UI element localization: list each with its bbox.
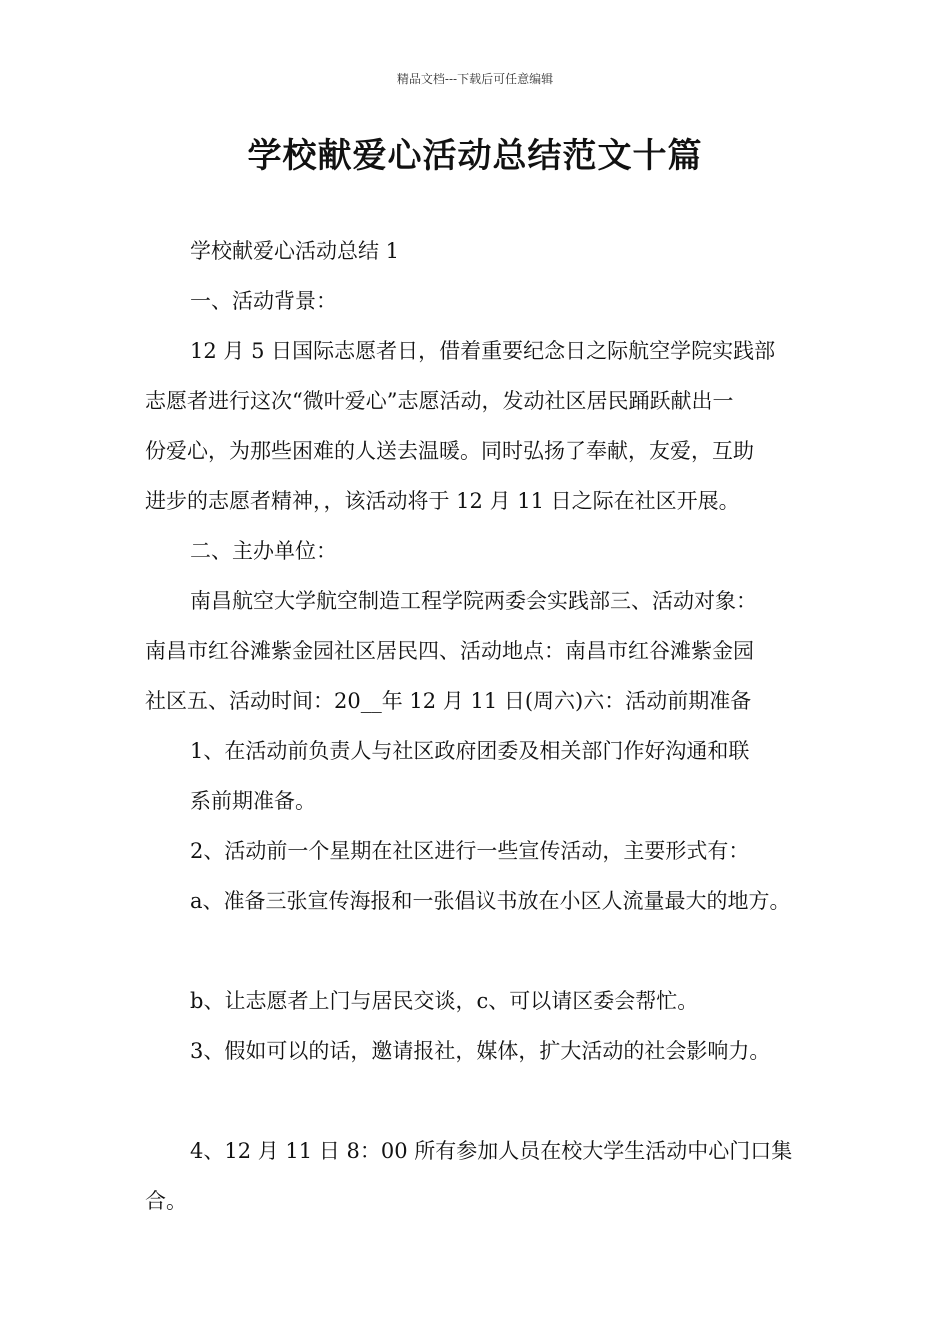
paragraph-line: 社区五、活动时间：20__年 12 月 11 日(周六)六：活动前期准备 <box>145 689 752 713</box>
paragraph-line: 南昌航空大学航空制造工程学院两委会实践部三、活动对象： <box>190 589 757 613</box>
list-item-continuation: 合。 <box>145 1189 187 1213</box>
list-item: b、让志愿者上门与居民交谈，c、可以请区委会帮忙。 <box>190 989 699 1013</box>
paragraph-line: 志愿者进行这次“微叶爱心”志愿活动，发动社区居民踊跃献出一 <box>145 389 734 413</box>
subheading-background: 一、活动背景： <box>190 289 337 313</box>
paragraph-line: 南昌市红谷滩紫金园社区居民四、活动地点：南昌市红谷滩紫金园 <box>145 639 754 663</box>
list-item: 1、在活动前负责人与社区政府团委及相关部门作好沟通和联 <box>190 739 750 763</box>
list-item: a、准备三张宣传海报和一张倡议书放在小区人流量最大的地方。 <box>190 889 791 913</box>
paragraph-line: 12 月 5 日国际志愿者日，借着重要纪念日之际航空学院实践部 <box>190 339 776 363</box>
list-item: 2、活动前一个星期在社区进行一些宣传活动，主要形式有： <box>190 839 750 863</box>
document-title: 学校献爱心活动总结范文十篇 <box>247 136 703 176</box>
list-item: 4、12 月 11 日 8：00 所有参加人员在校大学生活动中心门口集 <box>190 1139 793 1163</box>
page-header: 精品文档---下载后可任意编辑 <box>396 72 554 86</box>
subheading-organizer: 二、主办单位： <box>190 539 337 563</box>
list-item-continuation: 系前期准备。 <box>190 789 316 813</box>
paragraph-line: 进步的志愿者精神，，该活动将于 12 月 11 日之际在社区开展。 <box>145 489 740 513</box>
paragraph-line: 份爱心，为那些困难的人送去温暖。同时弘扬了奉献，友爱，互助 <box>145 439 754 463</box>
list-item: 3、假如可以的话，邀请报社，媒体，扩大活动的社会影响力。 <box>190 1039 771 1063</box>
section-heading: 学校献爱心活动总结 1 <box>190 239 400 263</box>
